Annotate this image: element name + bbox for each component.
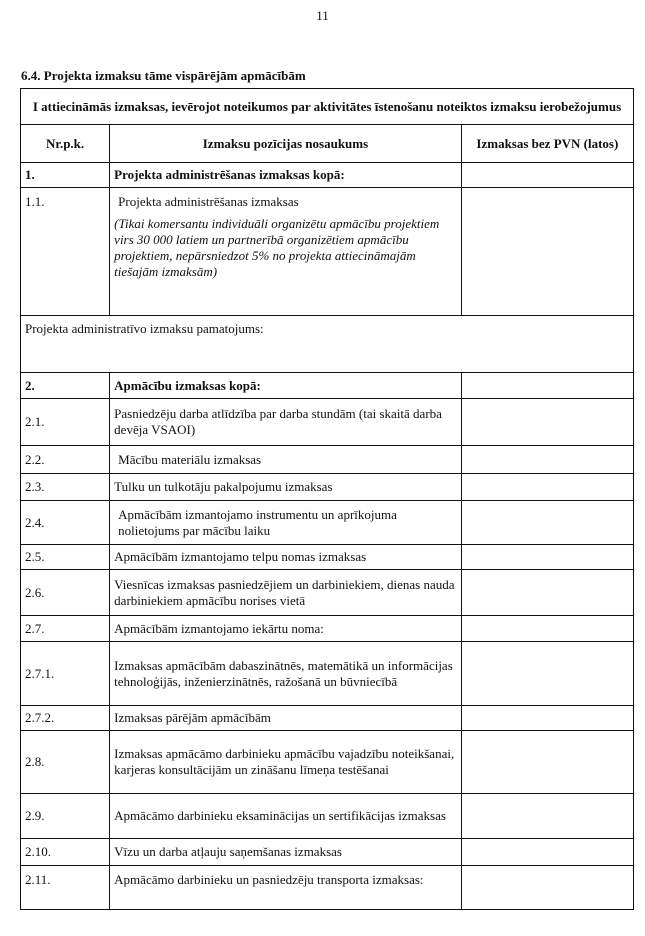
row-cost-cell[interactable] [461, 570, 633, 616]
row-nr: 2. [21, 373, 110, 399]
row-name: Vīzu un darba atļauju saņemšanas izmaksas [110, 839, 462, 866]
row-nr: 2.7.2. [21, 706, 110, 731]
row-name: Tulku un tulkotāju pakalpojumu izmaksas [110, 474, 462, 501]
row-cost-cell[interactable] [461, 794, 633, 839]
row-nr: 2.10. [21, 839, 110, 866]
table-row-section-2 [21, 373, 634, 399]
row-name: Izmaksas apmācībām dabaszinātnēs, matemātikā un informācijas tehnoloģijās, inženierzinātnēs, ražošanā un būvniecībā [110, 642, 462, 706]
table-row-justification [21, 316, 634, 373]
row-cost-cell[interactable] [461, 474, 633, 501]
table-row [21, 501, 634, 545]
row-name-cell [110, 188, 462, 316]
row-cost-cell[interactable] [461, 616, 633, 642]
column-header-row [21, 125, 634, 163]
row-name: Apmācībām izmantojamo instrumentu un aprīkojuma nolietojums par mācību laiku [110, 501, 462, 545]
row-cost-cell[interactable] [461, 399, 633, 446]
table-row [21, 794, 634, 839]
row-cost-cell[interactable] [461, 373, 633, 399]
column-header-cost: Izmaksas bez PVN (latos) [461, 125, 633, 163]
row-name: Izmaksas pārējām apmācībām [110, 706, 462, 731]
row-name: Pasniedzēju darba atlīdzība par darba stundām (tai skaitā darba devēja VSAOI) [110, 399, 462, 446]
row-nr: 2.4. [21, 501, 110, 545]
row-name: Apmācāmo darbinieku un pasniedzēju transporta izmaksas: [110, 866, 462, 910]
column-header-nr: Nr.p.k. [21, 125, 110, 163]
row-nr: 2.7.1. [21, 642, 110, 706]
row-cost-cell[interactable] [461, 545, 633, 570]
justification-label[interactable]: Projekta administratīvo izmaksu pamatojums: [21, 316, 634, 373]
table-row [21, 399, 634, 446]
column-header-name: Izmaksu pozīcijas nosaukums [110, 125, 462, 163]
table-row [21, 731, 634, 794]
row-cost-cell[interactable] [461, 163, 633, 188]
table-row [21, 839, 634, 866]
table-row [21, 866, 634, 910]
row-name: Viesnīcas izmaksas pasniedzējiem un darbiniekiem, dienas nauda darbiniekiem apmācību norises vietā [110, 570, 462, 616]
row-name: Apmācībām izmantojamo iekārtu noma: [110, 616, 462, 642]
row-cost-cell[interactable] [461, 731, 633, 794]
table-row-1-1 [21, 188, 634, 316]
table-row [21, 616, 634, 642]
row-nr: 2.2. [21, 446, 110, 474]
row-nr: 2.7. [21, 616, 110, 642]
row-cost-cell[interactable] [461, 446, 633, 474]
row-cost-cell[interactable] [461, 839, 633, 866]
table-row [21, 474, 634, 501]
row-nr: 2.3. [21, 474, 110, 501]
section-title: 6.4. Projekta izmaksu tāme vispārējām apmācībām [21, 68, 306, 83]
table-header-title: I attiecināmās izmaksas, ievērojot noteikumos par aktivitātes īstenošanu noteiktos izmaksu ierobežojumus [21, 89, 634, 125]
table-row-section-1 [21, 163, 634, 188]
row-name: Projekta administrēšanas izmaksas [118, 194, 299, 209]
row-nr: 2.1. [21, 399, 110, 446]
cost-estimate-table [20, 88, 634, 910]
row-note: (Tikai komersantu individuāli organizētu apmācību projektiem virs 30 000 latiem un partnerībā organizētiem apmācību projektiem, nepārsniedzot 5% no projekta attiecināmajām tiešajām izmaksām) [114, 216, 440, 279]
row-nr: 1. [21, 163, 110, 188]
table-row [21, 446, 634, 474]
table-row [21, 706, 634, 731]
row-cost-cell[interactable] [461, 642, 633, 706]
row-cost-cell[interactable] [461, 866, 633, 910]
row-name: Projekta administrēšanas izmaksas kopā: [110, 163, 462, 188]
table-header-row [21, 89, 634, 125]
page-number: 11 [316, 8, 329, 23]
row-nr: 2.9. [21, 794, 110, 839]
row-name: Apmācāmo darbinieku eksaminācijas un sertifikācijas izmaksas [110, 794, 462, 839]
row-nr: 1.1. [21, 188, 110, 316]
row-nr: 2.8. [21, 731, 110, 794]
table-row [21, 545, 634, 570]
row-name: Apmācību izmaksas kopā: [110, 373, 462, 399]
row-name: Izmaksas apmācāmo darbinieku apmācību vajadzību noteikšanai, karjeras konsultācijām un zināšanu līmeņa testēšanai [110, 731, 462, 794]
table-row [21, 570, 634, 616]
row-name: Mācību materiālu izmaksas [110, 446, 462, 474]
row-cost-cell[interactable] [461, 188, 633, 316]
row-nr: 2.11. [21, 866, 110, 910]
row-nr: 2.5. [21, 545, 110, 570]
row-name: Apmācībām izmantojamo telpu nomas izmaksas [110, 545, 462, 570]
row-nr: 2.6. [21, 570, 110, 616]
row-cost-cell[interactable] [461, 706, 633, 731]
table-row [21, 642, 634, 706]
row-cost-cell[interactable] [461, 501, 633, 545]
